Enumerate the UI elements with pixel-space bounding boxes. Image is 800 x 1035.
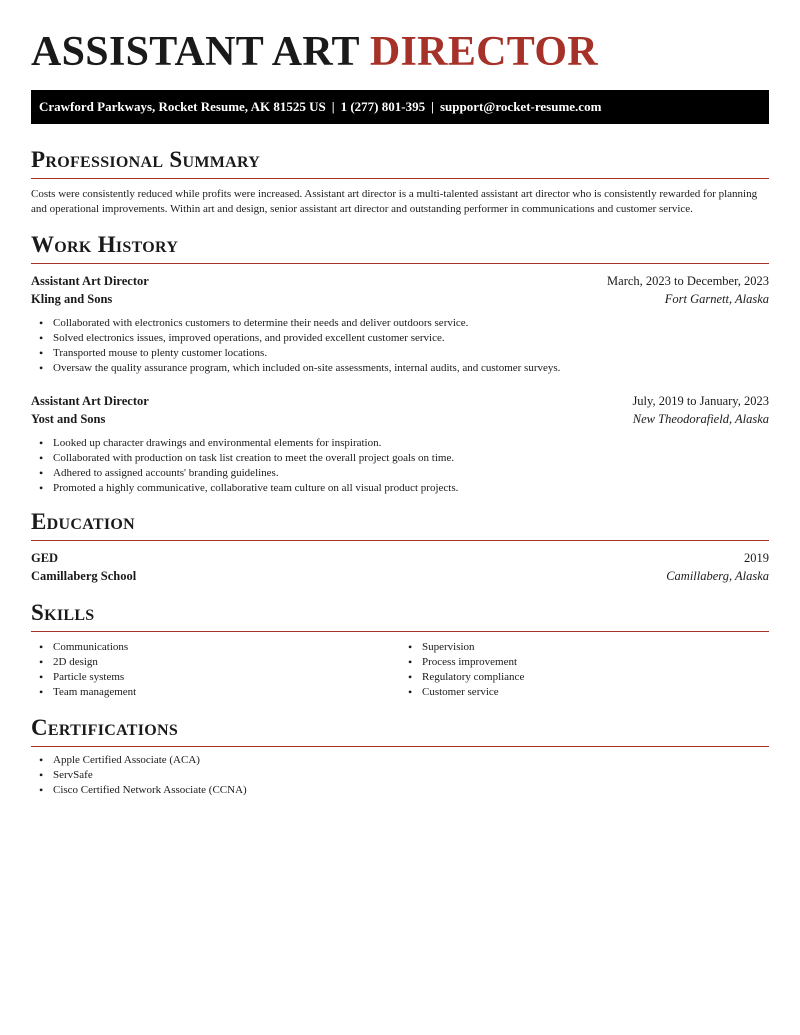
education-section <box>31 508 769 585</box>
summary-heading: Professional Summary <box>31 146 769 179</box>
job-bullet: • Adhered to assigned accounts' branding guidelines. <box>53 466 769 481</box>
skill-item: • Supervision <box>422 640 769 655</box>
job-bullet: • Oversaw the quality assurance program, which included on-site assessments, internal audits, and customer surveys. <box>53 361 769 376</box>
skills-section <box>31 599 769 700</box>
education-degree-row <box>31 549 769 567</box>
contact-separator: | <box>431 99 434 114</box>
job-location: New Theodorafield, Alaska <box>632 412 769 426</box>
skill-item: • Customer service <box>422 685 769 700</box>
contact-bar <box>31 90 769 124</box>
certification-item: • Cisco Certified Network Associate (CCNA) <box>53 783 769 798</box>
resume-title <box>31 28 769 76</box>
certifications-list <box>31 753 769 798</box>
contact-email: support@rocket-resume.com <box>439 99 602 114</box>
skill-item: • Team management <box>53 685 400 700</box>
skill-item: • Process improvement <box>422 655 769 670</box>
education-degree: GED <box>31 551 59 565</box>
title-main: ASSISTANT ART <box>31 29 360 75</box>
work-history-heading: Work History <box>31 231 769 264</box>
job-bullet: • Solved electronics issues, improved operations, and provided excellent customer service. <box>53 331 769 346</box>
job-bullet: • Looked up character drawings and environmental elements for inspiration. <box>53 436 769 451</box>
title-accent: DIRECTOR <box>369 29 598 75</box>
education-year: 2019 <box>744 551 769 565</box>
skills-list-left <box>31 640 400 700</box>
skill-item: • Particle systems <box>53 670 400 685</box>
job-entry <box>31 272 769 376</box>
skills-list-right <box>400 640 769 700</box>
job-entry <box>31 392 769 496</box>
certification-item: • Apple Certified Associate (ACA) <box>53 753 769 768</box>
education-heading: Education <box>31 508 769 541</box>
skills-grid <box>31 638 769 700</box>
job-bullet: • Promoted a highly communicative, collaborative team culture on all visual product projects. <box>53 481 769 496</box>
education-entry <box>31 549 769 585</box>
job-dates: July, 2019 to January, 2023 <box>632 394 769 408</box>
job-bullets <box>31 316 769 376</box>
job-location: Fort Garnett, Alaska <box>664 292 769 306</box>
work-history-section <box>31 231 769 496</box>
job-bullets <box>31 436 769 496</box>
education-school: Camillaberg School <box>31 569 137 583</box>
contact-separator: | <box>331 99 335 114</box>
skill-item: • 2D design <box>53 655 400 670</box>
summary-text: Costs were consistently reduced while profits were increased. Assistant art director is a multi-talented assistant art director who is consistently rewarded for planning and operational improvements. Within art and design, senior assistant art director and outstanding performer in communications and customer service. <box>31 188 758 215</box>
job-title: Assistant Art Director <box>31 394 149 408</box>
job-bullet: • Collaborated with electronics customers to determine their needs and deliver outdoors service. <box>53 316 769 331</box>
job-company-row <box>31 290 769 308</box>
job-title-row <box>31 392 769 410</box>
job-company-row <box>31 410 769 428</box>
certification-item: • ServSafe <box>53 768 769 783</box>
job-title: Assistant Art Director <box>31 274 149 288</box>
education-location: Camillaberg, Alaska <box>666 569 769 583</box>
contact-address: Crawford Parkways, Rocket Resume, AK 81525 US <box>39 99 326 114</box>
certifications-section <box>31 714 769 798</box>
contact-phone: 1 (277) 801-395 <box>340 99 426 114</box>
job-dates: March, 2023 to December, 2023 <box>607 274 769 288</box>
job-bullet: • Transported mouse to plenty customer locations. <box>53 346 769 361</box>
skill-item: • Regulatory compliance <box>422 670 769 685</box>
job-title-row <box>31 272 769 290</box>
skills-heading: Skills <box>31 599 769 632</box>
education-school-row <box>31 567 769 585</box>
job-company: Kling and Sons <box>31 292 113 306</box>
certifications-heading: Certifications <box>31 714 769 747</box>
job-bullet: • Collaborated with production on task list creation to meet the overall project goals on time. <box>53 451 769 466</box>
job-company: Yost and Sons <box>31 412 106 426</box>
summary-section <box>31 146 769 217</box>
skill-item: • Communications <box>53 640 400 655</box>
